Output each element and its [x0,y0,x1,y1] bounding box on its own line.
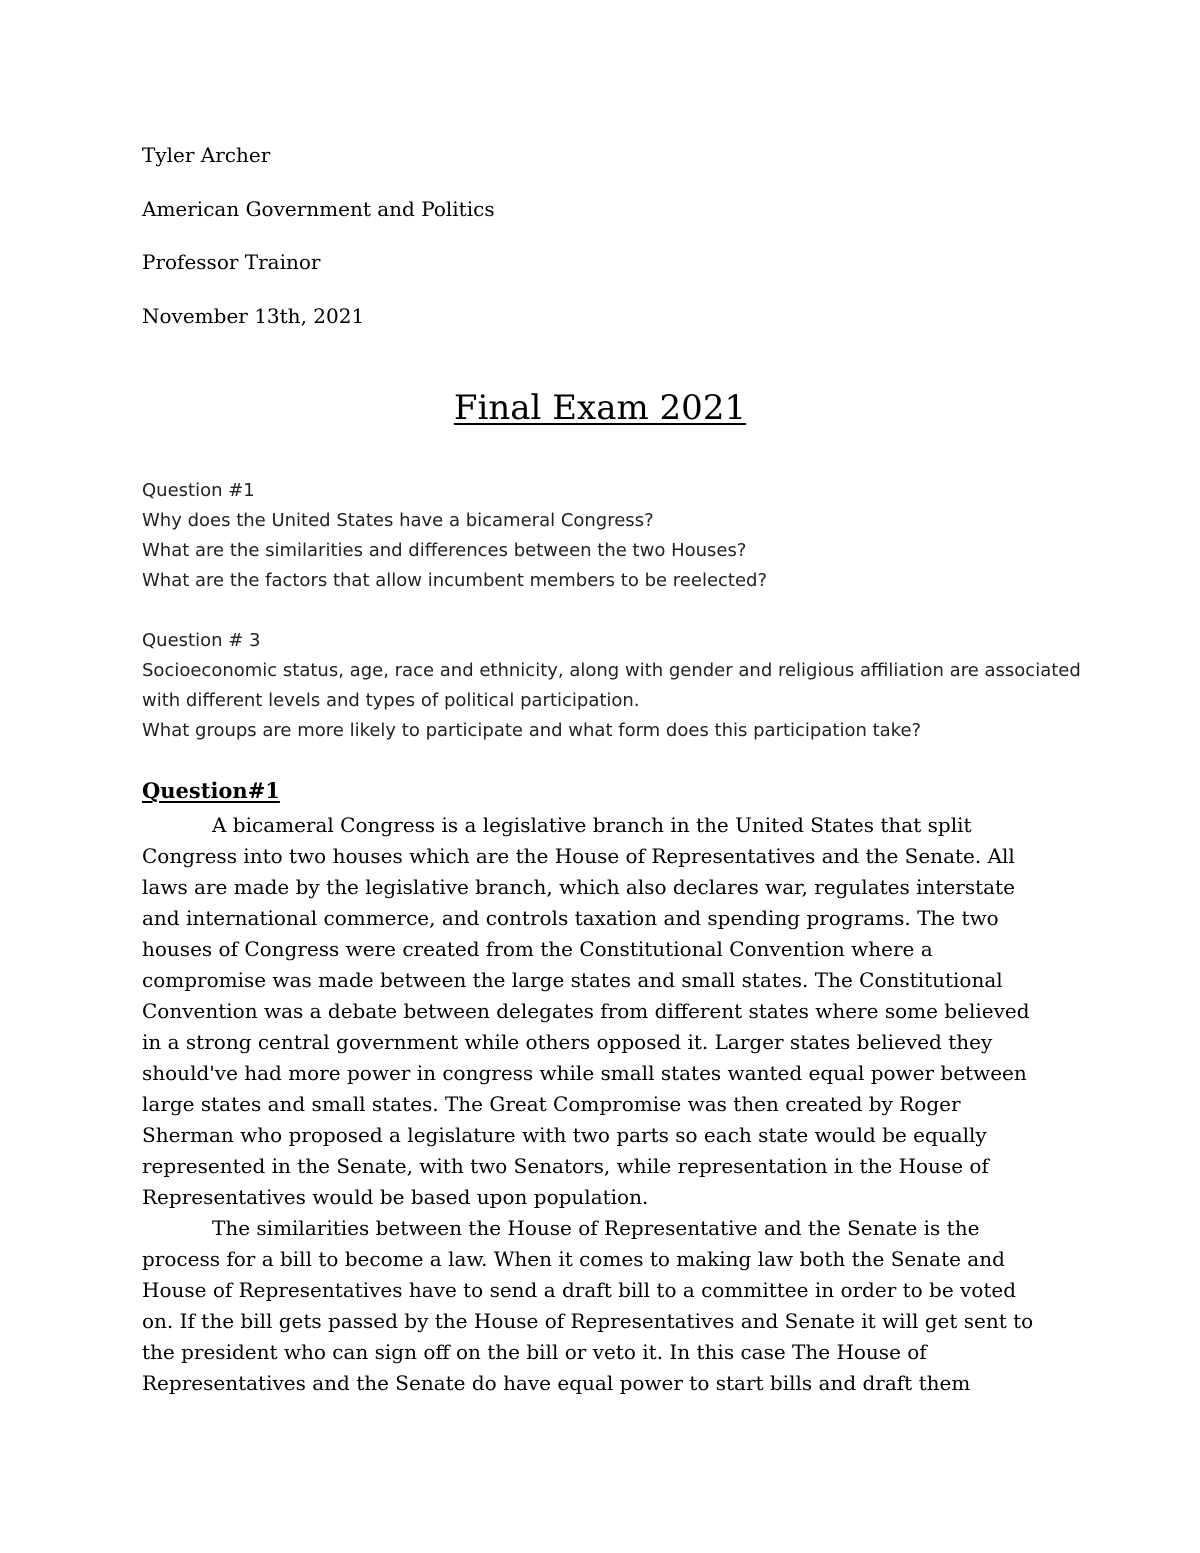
document-title: Final Exam 2021 [453,388,747,428]
question-3-prompt [142,626,1082,746]
question-1-prompt [142,476,1082,596]
essay-paragraph: A bicameral Congress is a legislative branch in the United States that split Congress into two houses which are the House of Representatives and the Senate. All laws are made by the legislative branch, which also declares war, regulates interstate and international commerce, and controls taxation and spending programs. The two houses of Congress were created from the Constitutional Convention where a compromise was made between the large states and small states. The Constitutional Convention was a debate between delegates from different states where some believed in a strong central government while others opposed it. Larger states believed they should've had more power in congress while small states wanted equal power between large states and small states. The Great Compromise was then created by Roger Sherman who proposed a legislature with two parts so each state would be equally represented in the Senate, with two Senators, while representation in the House of Representatives would be based upon population. [142,813,1030,1209]
prompt-line: Why does the United States have a bicameral Congress? [142,510,654,531]
submission-date: November 13th, 2021 [142,304,365,328]
professor-name: Professor Trainor [142,250,321,274]
essay-body [142,810,1047,1399]
prompt-line: Socioeconomic status, age, race and ethnicity, along with gender and religious affiliation are associated with different levels and types of political participation. [142,660,1081,711]
answer-heading: Question#1 [142,778,280,803]
course-name: American Government and Politics [142,197,495,221]
prompt-line: What are the factors that allow incumbent members to be reelected? [142,570,768,591]
essay-paragraph: The similarities between the House of Representative and the Senate is the process for a bill to become a law. When it comes to making law both the Senate and House of Representatives have to send a draft bill to a committee in order to be voted on. If the bill gets passed by the House of Representatives and Senate it will get sent to the president who can sign off on the bill or veto it. In this case The House of Representatives and the Senate do have equal power to start bills and draft them [142,1216,1034,1395]
prompt-line: What are the similarities and differences between the two Houses? [142,540,747,561]
question-1-label: Question #1 [142,480,255,501]
student-name: Tyler Archer [142,143,271,167]
prompt-line: What groups are more likely to participate and what form does this participation take? [142,720,922,741]
question-3-label: Question # 3 [142,630,261,651]
